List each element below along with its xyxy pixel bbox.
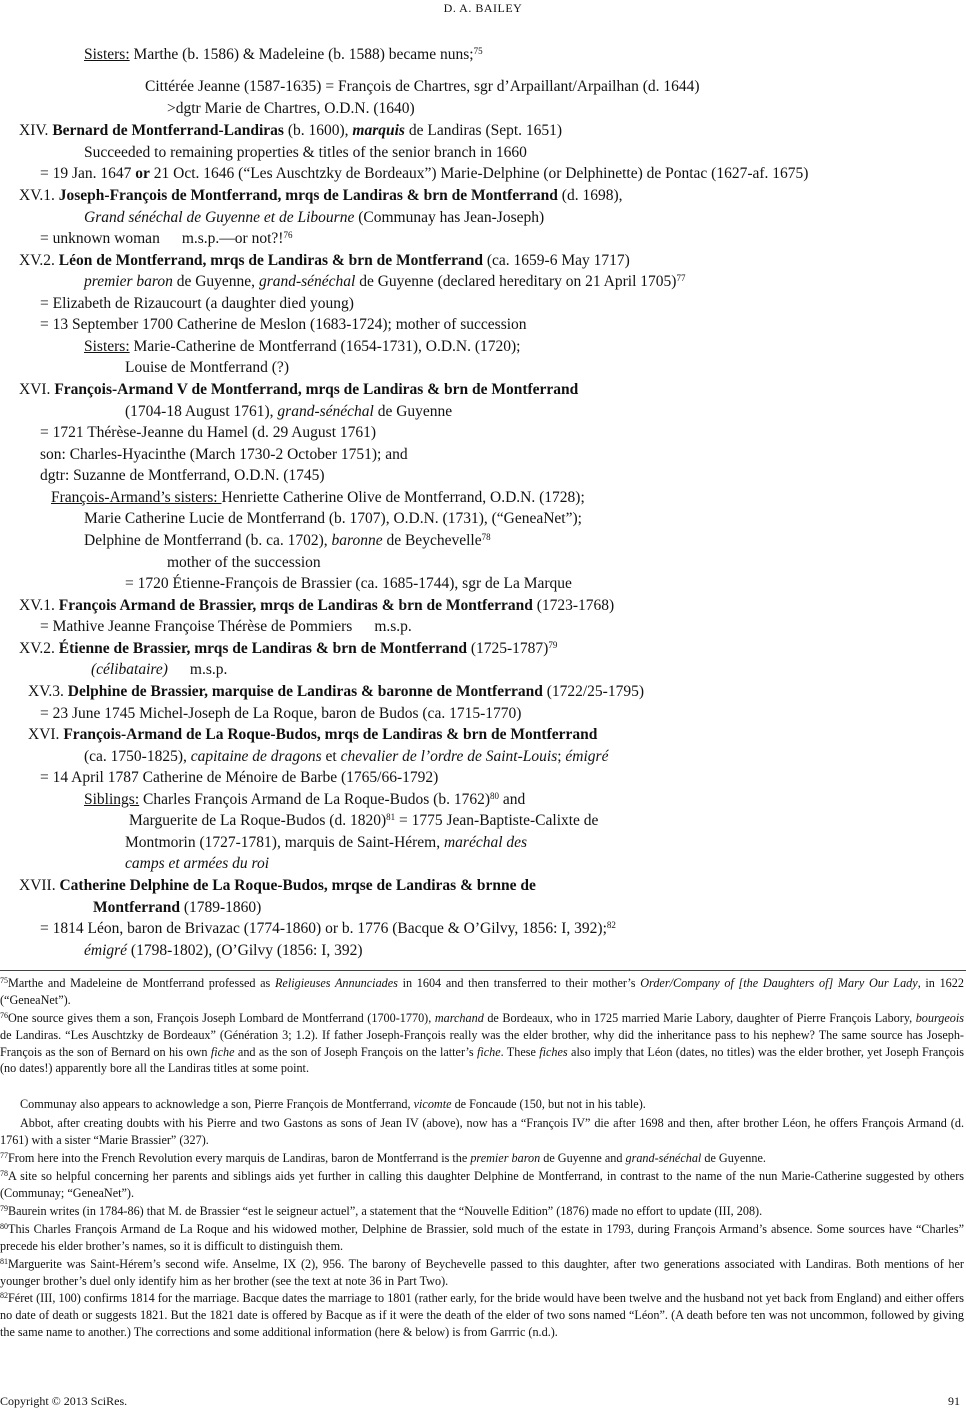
footnote-ref[interactable]: 76 (283, 230, 293, 240)
entry-line: Delphine de Montferrand (b. ca. 1702), baronne de Beychevelle$^{78}$ (84, 532, 491, 549)
footnote-ref[interactable]: 80 (489, 791, 499, 801)
footnote-ref[interactable]: 79 (548, 640, 558, 650)
entry-line: François-Armand’s sisters: Henriette Catherine Olive de Montferrand, O.D.N. (1728); (51, 489, 585, 506)
entry-line: Louise de Montferrand (?) (125, 359, 289, 376)
footnote-75: $^{75}$Marthe and Madeleine de Montferrand professed as Religieuses Annunciades in 1604 and then transferred to their mother’s Order/Company of [the Daughters of] Mary Our Lady, in 1622 (“GeneaNet”). (0, 976, 964, 1007)
entry-line: = unknown woman m.s.p.—or not?!$^{76}$ (40, 230, 293, 247)
generation-heading: XIV. Bernard de Montferrand-Landiras (b. 1600), marquis de Landiras (Sept. 1651) (19, 122, 563, 139)
entry-line: Montferrand (1789-1860) (93, 899, 262, 916)
entry-line: Succeeded to remaining properties & titles of the senior branch in 1660 (84, 144, 527, 161)
entry-line: = Elizabeth de Rizaucourt (a daughter died young) (40, 295, 354, 312)
entry-line: Montmorin (1727-1781), marquis de Saint-Hérem, maréchal des (125, 834, 528, 851)
footnote-ref[interactable]: 78 (481, 532, 491, 542)
entry-line: dgtr: Suzanne de Montferrand, O.D.N. (1745) (40, 467, 325, 484)
footnote-ref[interactable]: 82 (606, 920, 616, 930)
entry-line: Marie Catherine Lucie de Montferrand (b. 1707), O.D.N. (1731), (“GeneaNet”); (84, 510, 582, 527)
generation-heading: XV.1. François Armand de Brassier, mrqs de Landiras & brn de Montferrand (1723-1768) (19, 597, 615, 614)
page-number: 91 (948, 1394, 960, 1408)
entry-line: premier baron de Guyenne, grand-sénéchal de Guyenne (declared hereditary on 21 April 1705)$^{77}$ (84, 273, 686, 290)
generation-heading: XV.2. Léon de Montferrand, mrqs de Landiras & brn de Montferrand (ca. 1659-6 May 1717) (19, 252, 630, 269)
footnote-82: $^{82}$Féret (III, 100) confirms 1814 for the marriage. Bacque dates the marriage to 1801 (rather early, for the bride would have been twelve and the husband not yet back from England) and either offers no date of death or suggests 1821. But the 1821 date is offered by Bacque as if it were the death of the elder of two sons named “Léon”. (A death before ten was not uncommon, followed by giving the same name to another.) The corrections and some additional information (here & below) is from Garrric (n.d.). (0, 1291, 964, 1339)
generation-heading: XVII. Catherine Delphine de La Roque-Budos, mrqse de Landiras & brnne de (19, 877, 536, 894)
entry-line: Siblings: Charles François Armand de La Roque-Budos (b. 1762)$^{80}$ and (84, 791, 526, 808)
footnote-ref[interactable]: 77 (676, 273, 686, 283)
footnote-76-para-3: Abbot, after creating doubts with his Pierre and two Gastons as sons of Jean IV (above), now has a “François IV” die after 1698 and then, after brother Léon, he offers François Armand (d. 1761) with a sister “Marie Brassier” (327). (0, 1116, 964, 1147)
entry-line: = 1721 Thérèse-Jeanne du Hamel (d. 29 August 1761) (40, 424, 377, 441)
entry-line: émigré (1798-1802), (O’Gilvy (1856: I, 392) (84, 942, 363, 959)
entry-line: Cittérée Jeanne (1587-1635) = François de Chartres, sgr d’Arpaillant/Arpailhan (d. 1644) (145, 78, 700, 95)
entry-line: camps et armées du roi (125, 855, 270, 872)
footnote-81: $^{81}$Marguerite was Saint-Hérem’s second wife. Anselme, IX (2), 956. The barony of Beychevelle passed to this daughter, after two generations associated with Landiras. Both mentions of her younger brother’s duel only identify him as her brother (see the text at note 36 in Part Two). (0, 1257, 964, 1288)
footnote-76: $^{76}$One source gives them a son, François Joseph Lombard de Montferrand (1700-1770), marchand de Bordeaux, who in 1725 married Marie Labory, daughter of Pierre François Labory, bourgeois de Landiras. “Les Auschtzky de Bordeaux” (Génération 3; 1.2). If father Joseph-François really was the elder brother, why did the inheritance pass to his nephew? The same source has Joseph-François as the son of Bernard on his own fiche and as the son of Joseph François on the latter’s fiche. These fiches also imply that Léon (dates, no titles) was the elder brother, yet Joseph François (no dates!) apparently bore all the Landiras titles at some point. (0, 1011, 965, 1076)
entry-line: Marguerite de La Roque-Budos (d. 1820)$^{81}$ = 1775 Jean-Baptiste-Calixte de (129, 812, 599, 829)
footnote-77: $^{77}$From here into the French Revolution every marquis de Landiras, baron de Montferrand is the premier baron de Guyenne and grand-sénéchal de Guyenne. (0, 1151, 766, 1165)
copyright-notice: Copyright © 2013 SciRes. (0, 1394, 128, 1408)
footnote-ref[interactable]: 81 (386, 812, 396, 822)
entry-line: (1704-18 August 1761), grand-sénéchal de Guyenne (125, 403, 453, 420)
entry-line: = 14 April 1787 Catherine de Ménoire de Barbe (1765/66-1792) (40, 769, 439, 786)
entry-line: = Mathive Jeanne Françoise Thérèse de Pommiers m.s.p. (40, 618, 412, 635)
generation-heading: XV.1. Joseph-François de Montferrand, mrqs de Landiras & brn de Montferrand (d. 1698), (19, 187, 623, 204)
entry-line: Sisters: Marie-Catherine de Montferrand (1654-1731), O.D.N. (1720); (84, 338, 521, 355)
entry-line: Sisters: Marthe (b. 1586) & Madeleine (b. 1588) became nuns;$^{75}$ (84, 46, 483, 63)
entry-line: >dgtr Marie de Chartres, O.D.N. (1640) (167, 100, 415, 117)
entry-line: mother of the succession (167, 554, 321, 571)
entry-line: (ca. 1750-1825), capitaine de dragons et chevalier de l’ordre de Saint-Louis; émigré (84, 748, 609, 765)
footnote-80: $^{80}$This Charles François Armand de La Roque and his widowed mother, Delphine de Brassier, sold much of the estate in 1793, during François Armand’s absence. Some sources have “Charles” precede his elder brother’s names, so it is difficult to distinguish them. (0, 1222, 964, 1253)
generation-heading: XV.3. Delphine de Brassier, marquise de Landiras & baronne de Montferrand (1722/25-1795) (28, 683, 645, 700)
entry-line: = 19 Jan. 1647 or 21 Oct. 1646 (“Les Auschtzky de Bordeaux”) Marie-Delphine (or Delphinette) de Pontac (1627-af. 1675) (40, 165, 809, 182)
generation-heading: XVI. François-Armand V de Montferrand, mrqs de Landiras & brn de Montferrand (19, 381, 579, 398)
footnote-76-para-2: Communay also appears to acknowledge a son, Pierre François de Montferrand, vicomte de Foncaude (150, but not in his table). (20, 1097, 646, 1111)
entry-line: son: Charles-Hyacinthe (March 1730-2 October 1751); and (40, 446, 408, 463)
footnote-divider (0, 970, 966, 971)
footnote-79: $^{79}$Baurein writes (in 1784-86) that M. de Brassier “est le seigneur actuel”, a statement that the “Nouvelle Edition” (1876) made no effort to update (III, 208). (0, 1204, 763, 1218)
entry-line: = 1814 Léon, baron de Brivazac (1774-1860) or b. 1776 (Bacque & O’Gilvy, 1856: I, 392);$^{82}$ (40, 920, 616, 937)
entry-line: (célibataire) m.s.p. (91, 661, 228, 678)
running-header: D. A. BAILEY (443, 1, 523, 15)
footnote-78: $^{78}$A site so helpful concerning her parents and siblings aids yet further in calling this daughter Delphine de Montferrand, in contrast to the name of the nun Marie-Catherine suggested by others (Communay; “GeneaNet”). (0, 1169, 964, 1200)
entry-line: Grand sénéchal de Guyenne et de Libourne (Communay has Jean-Joseph) (84, 209, 545, 226)
entry-line: = 1720 Étienne-François de Brassier (ca. 1685-1744), sgr de La Marque (125, 575, 572, 592)
footnote-ref[interactable]: 75 (473, 46, 483, 56)
generation-heading: XV.2. Étienne de Brassier, mrqs de Landiras & brn de Montferrand (1725-1787)$^{79}$ (19, 640, 558, 657)
entry-line: = 23 June 1745 Michel-Joseph de La Roque, baron de Budos (ca. 1715-1770) (40, 705, 522, 722)
generation-heading: XVI. François-Armand de La Roque-Budos, mrqs de Landiras & brn de Montferrand (28, 726, 598, 743)
entry-line: = 13 September 1700 Catherine de Meslon (1683-1724); mother of succession (40, 316, 527, 333)
